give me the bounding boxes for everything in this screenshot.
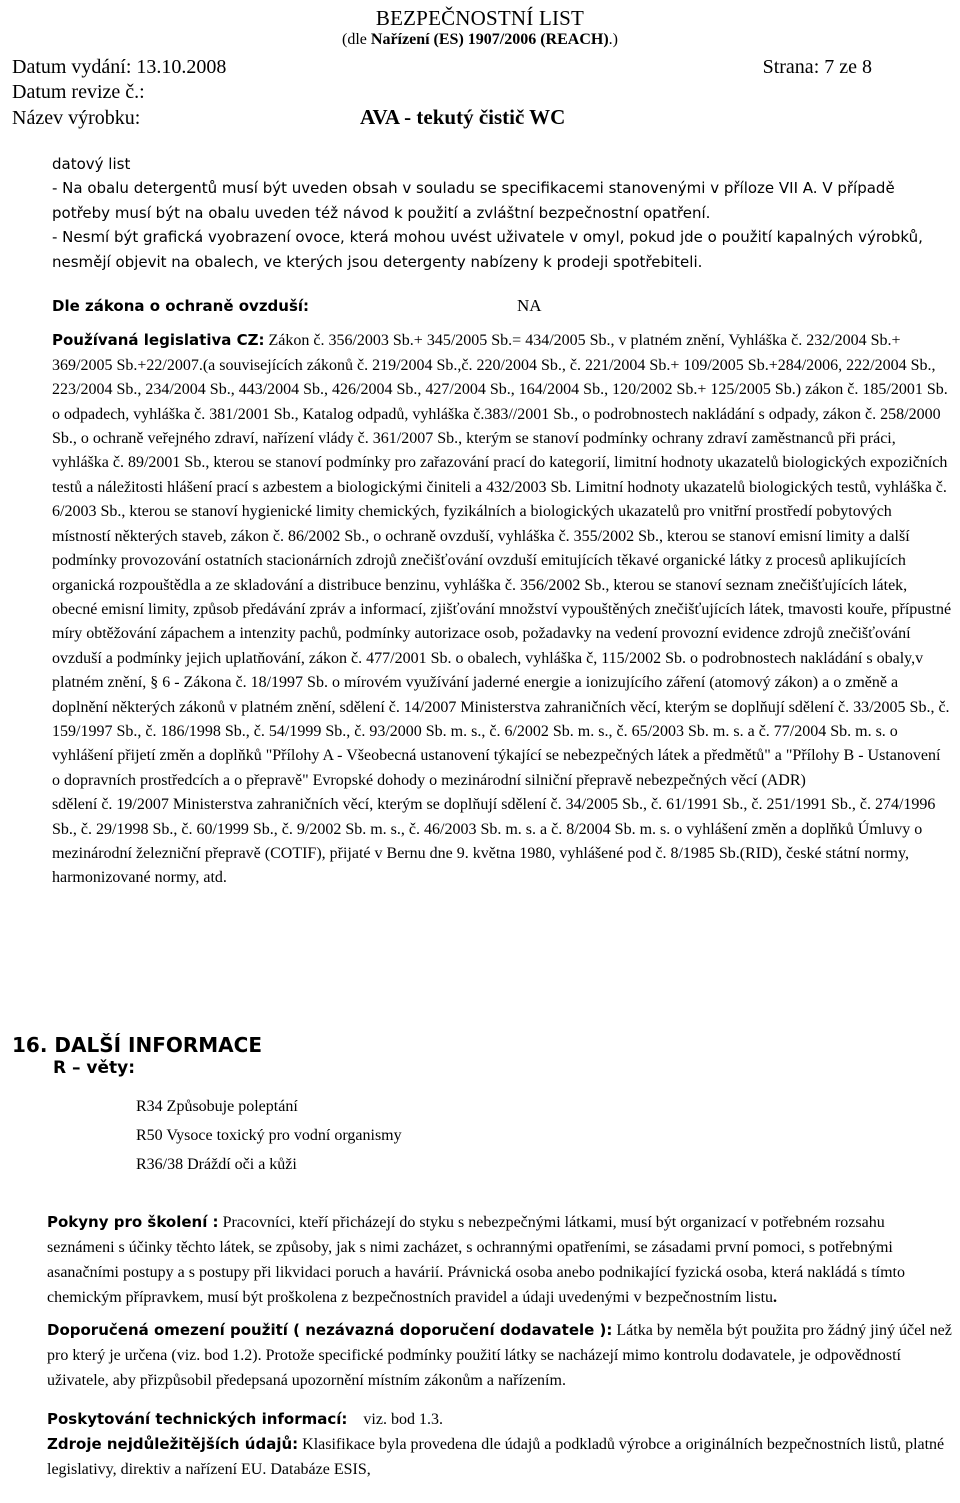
r-phrases-list — [136, 1095, 402, 1182]
restriction-text: Látka by neměla být použita pro žádný jiný účel než pro který je určena (viz. bod 1.2). Protože specifické podmínky použití látky se nacházejí mimo kontrolu dodavatele, je odpovědností uživatele, aby přizpůsobil předepsaná upozornění místním zákonům a nařízením. — [47, 1322, 952, 1389]
intro-paragraph-1: - Na obalu detergentů musí být uveden obsah v souladu se specifikacemi stanovenými v příloze VII A. V případě potřeby musí být na obalu uveden též návod k použití a zvláštní bezpečnostní opatření. — [52, 179, 895, 222]
technical-info-text: viz. bod 1.3. — [363, 1411, 443, 1428]
r-phrase-item: R50 Vysoce toxický pro vodní organismy — [136, 1127, 402, 1144]
technical-info-label: Poskytování technických informací: — [47, 1410, 348, 1428]
training-label: Pokyny pro školení : — [47, 1213, 219, 1231]
sources-text: Klasifikace byla provedena dle údajů a podkladů výrobce a originálních bezpečnostních listů, platné legislativy, direktiv a nařízení EU. Databáze ESIS, — [47, 1436, 945, 1478]
revision-date: Datum revize č.: — [12, 81, 145, 103]
air-protection-label: Dle zákona o ochraně ovzduší: — [52, 297, 310, 316]
legislation-text: Zákon č. 356/2003 Sb.+ 345/2005 Sb.= 434/2005 Sb., v platném znění, Vyhláška č. 232/2004 Sb.+ 369/2005 Sb.+22/2007.(a souvisejících zákonů č. 219/2004 Sb.,č. 220/2004 Sb., č. 221/2004 Sb.+ 109/2005 Sb.+284/2006, 222/2004 Sb., 223/2004 Sb., 234/2004 Sb., 443/2004 Sb., 426/2004 Sb., 427/2004 Sb., 164/2004 Sb., 120/2002 Sb.+ 125/2005 Sb.) zákon č. 185/2001 Sb. o odpadech, vyhláška č. 381/2001 Sb., Katalog odpadů, vyhláška č.383//2001 Sb., o podrobnostech nakládání s odpady, zákon č. 258/2000 Sb., o ochraně veřejného zdraví, nařízení vlády č. 361/2007 Sb., kterým se stanoví podmínky ochrany zdraví zaměstnanců při práci, vyhláška č. 89/2001 Sb., kterou se stanoví podmínky pro zařazování prací do kategorií, limitní hodnoty ukazatelů biologických expozičních testů a náležitosti hlášení prací s azbestem a biologickými činiteli a 432/2003 Sb. Limitní hodnoty ukazatelů biologických testů, vyhláška č. 6/2003 Sb., kterou se stanoví hygienické limity chemických, fyzikálních a biologických ukazatelů pro vnitřní prostředí pobytových místností některých staveb, zákon č. 86/2002 Sb., o ochraně ovzduší, vyhláška č. 355/2002 Sb., kterou se stanoví emisní limity a další podmínky provozování ostatních stacionárních zdrojů znečišťování ovzduší emitujících těkavé organické látky z procesů aplikujících organická rozpouštědla a ze skladování a distribuce benzinu, vyhláška č. 356/2002 Sb., kterou se stanoví seznam znečišťujících látek, obecné emisní limity, způsob předávání zpráv a informací, zjišťování množství vypouštěných znečišťujících látek, tmavosti kouře, přípustné míry obtěžování zápachem a intenzity pachů, podmínky autorizace osob, požadavky na vedení provozní evidence zdrojů znečišťování ovzduší a podmínky jejich uplatňování, zákon č. 477/2001 Sb. o obalech, vyhláška č, 115/2002 Sb. o podrobnostech nakládání s obaly,v platném znění, § 6 - Zákona č. 18/1997 Sb. o mírovém využívání jaderné energie a ionizujícího záření (atomový zákon) a o změně a doplnění některých zákonů v platném znění, sdělení č. 14/2007 Ministerstva zahraničních věcí, kterým se doplňují sdělení č. 33/2005 Sb., č. 159/1997 Sb., č. 186/1998 Sb., č. 54/1999 Sb., č. 93/2000 Sb. m. s., č. 6/2002 Sb. m. s., č. 65/2003 Sb. m. s. a č. 77/2004 Sb. m. s. o vyhlášení přijetí změn a doplňků "Přílohy A - Všeobecná ustanovení týkající se nebezpečných látek a předmětů" a "Přílohy B - Ustanovení o dopravních prostředcích a o přepravě" Evropské dohody o mezinárodní silniční přepravě nebezpečných věcí (ADR) — [52, 332, 952, 789]
air-protection-row — [52, 294, 952, 318]
r-phrase-item: R34 Způsobuje poleptání — [136, 1098, 298, 1115]
document-title: BEZPEČNOSTNÍ LIST — [375, 6, 585, 30]
legislation-label: Používaná legislativa CZ: — [52, 331, 265, 350]
document-header — [0, 0, 960, 130]
sources-paragraph — [47, 1432, 952, 1482]
air-protection-value: NA — [517, 296, 542, 316]
restriction-label: Doporučená omezení použití ( nezávazná doporučení dodavatele ): — [47, 1321, 613, 1339]
training-text: Pracovníci, kteří přicházejí do styku s nebezpečnými látkami, musí být organizací v potřebném rozsahu seznámeni s účinky těchto látek, se způsoby, jak s nimi zacházet, s ochrannými opatřeními, se zásadami první pomoci, s potřebnými asanačními postupy a s postupy při likvidaci poruch a havárií. Právnická osoba anebo podnikající fyzická osoba, která nakládá s tímto chemickým přípravkem, musí být proškolena z bezpečnostních pravidel a údaji uvedenými v bezpečnostním listu — [47, 1214, 905, 1306]
r-phrase-item: R36/38 Dráždí oči a kůži — [136, 1156, 297, 1173]
main-content — [52, 152, 952, 891]
product-name-label: Název výrobku: — [12, 107, 141, 129]
training-paragraph: Pokyny pro školení : Pracovníci, kteří přicházejí do styku s nebezpečnými látkami, musí být organizací v potřebném rozsahu seznámeni s účinky těchto látek, se způsoby, jak s nimi zacházet, s ochrannými opatřeními, se zásadami první pomoci, s potřebnými asanačními postupy a s postupy při likvidaci poruch a havárií. Právnická osoba anebo podnikající fyzická osoba, která nakládá s tímto chemickým přípravkem, musí být proškolena z bezpečnostních pravidel a údaji uvedenými v bezpečnostním listu. — [47, 1213, 905, 1306]
document-subtitle: (dle Nařízení (ES) 1907/2006 (REACH).) — [342, 31, 618, 48]
r-phrases-label: R – věty: — [53, 1058, 136, 1078]
technical-sources — [47, 1407, 952, 1482]
restriction-paragraph — [47, 1318, 952, 1393]
sources-label: Zdroje nejdůležitějších údajů: — [47, 1435, 299, 1453]
page-number: Strana: 7 ze 8 — [762, 56, 872, 78]
issue-date: Datum vydání: 13.10.2008 — [12, 56, 227, 78]
additional-info — [47, 1210, 952, 1482]
section-16-heading: 16. DALŠÍ INFORMACE — [12, 1033, 262, 1057]
intro-paragraph-2: - Nesmí být grafická vyobrazení ovoce, která mohou uvést uživatele v omyl, pokud jde o použití kapalných výrobků, nesmějí objevit na obalech, ve kterých jsou detergenty nabízeny k prodeji spotřebiteli. — [52, 228, 923, 271]
legislation-paragraph-2: sdělení č. 19/2007 Ministerstva zahraničních věcí, kterým se doplňují sdělení č. 34/2005 Sb., č. 61/1991 Sb., č. 251/1991 Sb., č. 274/1996 Sb., č. 29/1998 Sb., č. 60/1999 Sb., č. 9/2002 Sb. m. s., č. 46/2003 Sb. m. s. a č. 8/2004 Sb. m. s. o vyhlášení změn a doplňků Úmluvy o mezinárodní železniční přepravě (COTIF), přijaté v Bernu dne 9. května 1980, vyhlášené pod č. 8/1985 Sb.(RID), české státní normy, harmonizované normy, atd. — [52, 796, 936, 887]
intro-line: datový list — [52, 155, 131, 173]
legislation-paragraph — [52, 328, 952, 793]
product-name: AVA - tekutý čistič WC — [360, 105, 566, 129]
technical-info-line — [47, 1407, 952, 1432]
